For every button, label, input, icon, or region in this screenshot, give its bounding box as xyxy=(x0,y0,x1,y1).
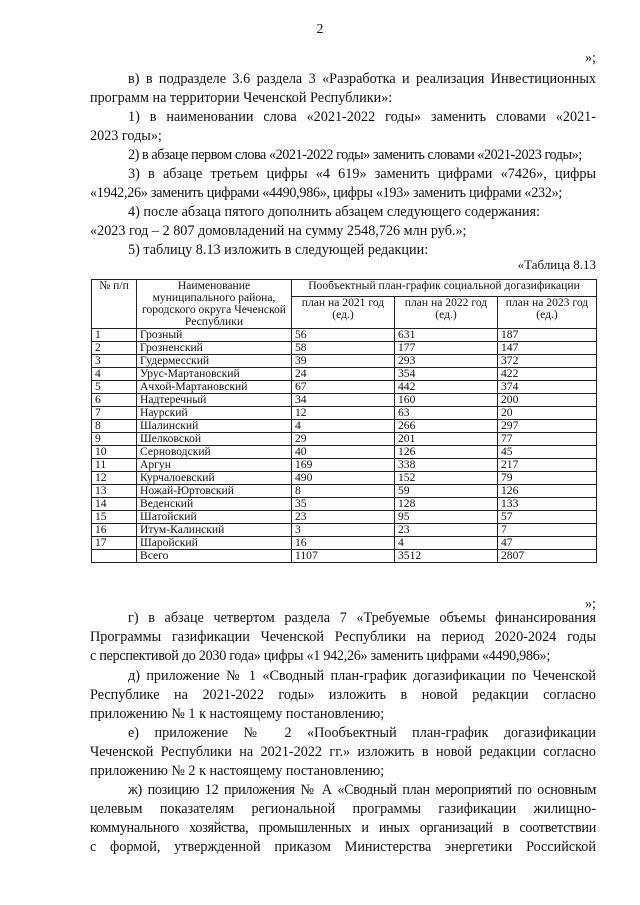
paragraph-line: Программы газификации Чеченской Республики на период 2020-2024 годы xyxy=(90,629,596,645)
header-plan-group: Пообъектный план-график социальной догазификации xyxy=(292,280,597,297)
plan-2022-value: 128 xyxy=(395,498,498,511)
plan-2021-value: 169 xyxy=(292,459,395,472)
table-row xyxy=(92,511,597,524)
row-number: 9 xyxy=(92,433,137,446)
plan-2021-value: 23 xyxy=(292,511,395,524)
paragraph-line: 5) таблицу 8.13 изложить в следующей редакции: xyxy=(128,242,429,258)
page-number: 2 xyxy=(316,22,324,37)
plan-2022-value: 63 xyxy=(395,407,498,420)
plan-2022-value: 23 xyxy=(395,524,498,537)
paragraph-line: 2023 годы»; xyxy=(90,128,162,144)
plan-2021-value: 34 xyxy=(292,394,395,407)
row-number: 12 xyxy=(92,472,137,485)
plan-2021-value: 58 xyxy=(292,342,395,355)
row-number: 1 xyxy=(92,329,137,342)
paragraph-line: приложению № 2 к настоящему постановлению; xyxy=(90,763,385,779)
plan-2022-value: 152 xyxy=(395,472,498,485)
row-number: 3 xyxy=(92,355,137,368)
plan-2023-value: 79 xyxy=(498,472,597,485)
row-number: 8 xyxy=(92,420,137,433)
plan-2023-value: 200 xyxy=(498,394,597,407)
plan-2022-value: 293 xyxy=(395,355,498,368)
plan-2022-value: 266 xyxy=(395,420,498,433)
plan-2022-value: 631 xyxy=(395,329,498,342)
paragraph-line: целевым показателям региональной программы газификации жилищно- xyxy=(90,801,596,817)
district-name: Ножай-Юртовский xyxy=(137,485,292,498)
plan-2023-value: 372 xyxy=(498,355,597,368)
item-3 xyxy=(90,165,596,203)
item-1 xyxy=(90,108,596,146)
table-row xyxy=(92,446,597,459)
paragraph-d xyxy=(90,667,596,724)
plan-2021-value: 3 xyxy=(292,524,395,537)
paragraph-line: 3) в абзаце третьем цифры «4 619» заменить цифрами «7426», цифры xyxy=(128,166,596,182)
paragraph-line: Республике на 2021-2022 годы» изложить в новой редакции согласно xyxy=(90,687,596,703)
plan-2021-value: 56 xyxy=(292,329,395,342)
closing-quote: »; xyxy=(584,50,596,66)
plan-2023-value: 47 xyxy=(498,537,597,550)
plan-2022-value: 177 xyxy=(395,342,498,355)
district-name: Гудермесский xyxy=(137,355,292,368)
header-plan-2023: план на 2023 год (ед.) xyxy=(498,296,597,328)
district-name: Надтеречный xyxy=(137,394,292,407)
row-number: 4 xyxy=(92,368,137,381)
table-total-row xyxy=(92,550,597,563)
plan-2022-value: 160 xyxy=(395,394,498,407)
row-number: 17 xyxy=(92,537,137,550)
row-number: 2 xyxy=(92,342,137,355)
district-name: Грозный xyxy=(137,329,292,342)
plan-2021-value: 24 xyxy=(292,368,395,381)
plan-2023-value: 133 xyxy=(498,498,597,511)
row-number: 11 xyxy=(92,459,137,472)
row-number: 15 xyxy=(92,511,137,524)
plan-2021-value: 12 xyxy=(292,407,395,420)
table-row xyxy=(92,407,597,420)
total-2023: 2807 xyxy=(498,550,597,563)
row-number: 10 xyxy=(92,446,137,459)
table-row xyxy=(92,433,597,446)
header-district-name: Наименование муниципального района, городского округа Чеченской Республики xyxy=(137,280,292,329)
plan-2022-value: 4 xyxy=(395,537,498,550)
empty-cell xyxy=(92,550,137,563)
district-name: Грозненский xyxy=(137,342,292,355)
plan-2021-value: 16 xyxy=(292,537,395,550)
header-number: № п/п xyxy=(92,280,137,329)
header-plan-2022: план на 2022 год (ед.) xyxy=(395,296,498,328)
paragraph-g xyxy=(90,609,596,666)
plan-2021-value: 29 xyxy=(292,433,395,446)
paragraph-line: 2) в абзаце первом слова «2021-2022 годы» заменить словами «2021-2023 годы»; xyxy=(128,147,582,163)
plan-2023-value: 126 xyxy=(498,485,597,498)
plan-2022-value: 354 xyxy=(395,368,498,381)
row-number: 5 xyxy=(92,381,137,394)
paragraph-line: приложению № 1 к настоящему постановлению; xyxy=(90,706,385,722)
district-name: Веденский xyxy=(137,498,292,511)
total-2022: 3512 xyxy=(395,550,498,563)
paragraph-e xyxy=(90,724,596,781)
paragraph-line: 4) после абзаца пятого дополнить абзацем следующего содержания: xyxy=(128,204,541,220)
table-row xyxy=(92,485,597,498)
paragraph-line: 1) в наименовании слова «2021-2022 годы» заменить словами «2021- xyxy=(128,109,596,125)
plan-2023-value: 374 xyxy=(498,381,597,394)
paragraph-line: программ на территории Чеченской Республики»: xyxy=(90,90,393,106)
closing-quote: »; xyxy=(584,596,596,612)
plan-2021-value: 8 xyxy=(292,485,395,498)
total-2021: 1107 xyxy=(292,550,395,563)
row-number: 14 xyxy=(92,498,137,511)
item-4 xyxy=(90,203,596,241)
table-row xyxy=(92,342,597,355)
table-row xyxy=(92,524,597,537)
plan-2022-value: 126 xyxy=(395,446,498,459)
table-8-13 xyxy=(91,279,597,563)
plan-2022-value: 59 xyxy=(395,485,498,498)
plan-2022-value: 95 xyxy=(395,511,498,524)
plan-2021-value: 490 xyxy=(292,472,395,485)
plan-2023-value: 187 xyxy=(498,329,597,342)
paragraph-line: с формой, утвержденной приказом Министерства энергетики Российской xyxy=(90,839,596,855)
plan-2023-value: 147 xyxy=(498,342,597,355)
plan-2023-value: 422 xyxy=(498,368,597,381)
plan-2023-value: 297 xyxy=(498,420,597,433)
plan-2023-value: 7 xyxy=(498,524,597,537)
paragraph-line: в) в подразделе 3.6 раздела 3 «Разработка и реализация Инвестиционных xyxy=(128,71,596,87)
paragraph-v xyxy=(90,70,596,108)
table-row xyxy=(92,355,597,368)
table-row xyxy=(92,537,597,550)
table-row xyxy=(92,459,597,472)
paragraph-line: ж) позицию 12 приложения № А «Сводный план мероприятий по основным xyxy=(128,782,596,798)
table-row xyxy=(92,420,597,433)
table-row xyxy=(92,381,597,394)
plan-2022-value: 201 xyxy=(395,433,498,446)
paragraph-line: д) приложение № 1 «Сводный план-график догазификации по Чеченской xyxy=(128,668,596,684)
district-name: Шалинский xyxy=(137,420,292,433)
district-name: Шаройский xyxy=(137,537,292,550)
paragraph-line: «2023 год – 2 807 домовладений на сумму 2548,726 млн руб.»; xyxy=(90,223,467,239)
table-row xyxy=(92,368,597,381)
district-name: Урус-Мартановский xyxy=(137,368,292,381)
row-number: 16 xyxy=(92,524,137,537)
row-number: 6 xyxy=(92,394,137,407)
plan-2021-value: 4 xyxy=(292,420,395,433)
paragraph-line: г) в абзаце четвертом раздела 7 «Требуемые объемы финансирования xyxy=(128,610,596,626)
plan-2023-value: 57 xyxy=(498,511,597,524)
plan-2023-value: 20 xyxy=(498,407,597,420)
paragraph-zh xyxy=(90,781,596,857)
plan-2021-value: 40 xyxy=(292,446,395,459)
plan-2023-value: 77 xyxy=(498,433,597,446)
table-row xyxy=(92,329,597,342)
table-row xyxy=(92,394,597,407)
table-body xyxy=(92,329,597,563)
district-name: Ачхой-Мартановский xyxy=(137,381,292,394)
paragraph-line: коммунального хозяйства, промышленных и иных организаций в соответствии xyxy=(90,820,596,836)
plan-2022-value: 338 xyxy=(395,459,498,472)
header-plan-2021: план на 2021 год (ед.) xyxy=(292,296,395,328)
paragraph-line: е) приложение № 2 «Пообъектный план-график догазификации xyxy=(128,725,596,741)
plan-2021-value: 67 xyxy=(292,381,395,394)
total-label: Всего xyxy=(137,550,292,563)
district-name: Аргун xyxy=(137,459,292,472)
district-name: Шелковской xyxy=(137,433,292,446)
plan-2022-value: 442 xyxy=(395,381,498,394)
paragraph-line: «1942,26» заменить цифрами «4490,986», цифры «193» заменить цифрами «232»; xyxy=(90,185,563,201)
plan-2021-value: 35 xyxy=(292,498,395,511)
row-number: 13 xyxy=(92,485,137,498)
district-name: Курчалоевский xyxy=(137,472,292,485)
table-caption: «Таблица 8.13 xyxy=(517,257,596,272)
district-name: Серноводский xyxy=(137,446,292,459)
plan-2021-value: 39 xyxy=(292,355,395,368)
plan-2023-value: 217 xyxy=(498,459,597,472)
district-name: Наурский xyxy=(137,407,292,420)
table-row xyxy=(92,472,597,485)
district-name: Итум-Калинский xyxy=(137,524,292,537)
item-2 xyxy=(90,146,596,165)
paragraph-line: Чеченской Республики на 2021-2022 гг.» изложить в новой редакции согласно xyxy=(90,744,596,760)
district-name: Шатойский xyxy=(137,511,292,524)
table-row xyxy=(92,498,597,511)
row-number: 7 xyxy=(92,407,137,420)
paragraph-line: с перспективой до 2030 года» цифры «1 942,26» заменить цифрами «4490,986»; xyxy=(90,648,550,664)
plan-2023-value: 45 xyxy=(498,446,597,459)
